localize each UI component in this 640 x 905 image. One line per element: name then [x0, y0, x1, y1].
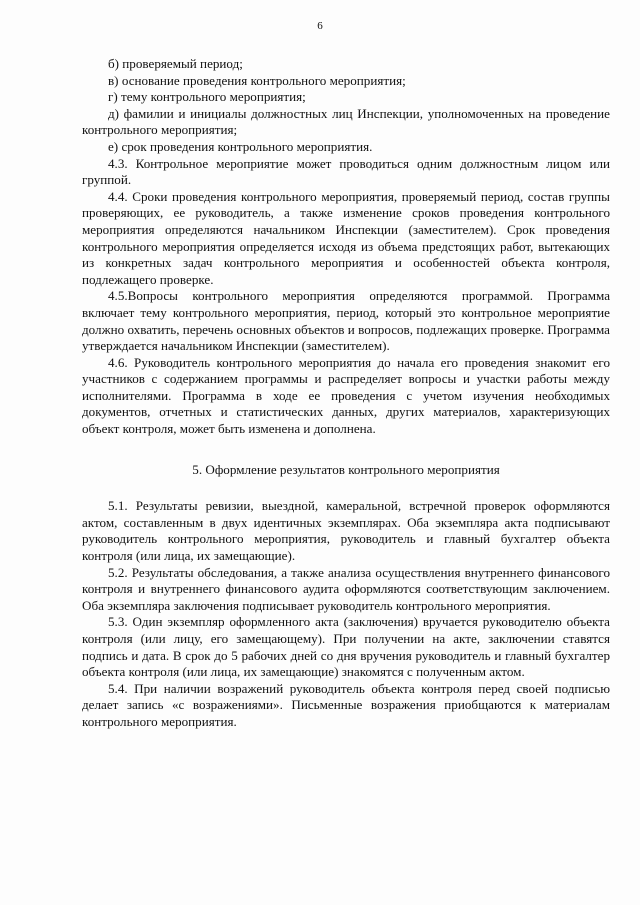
list-item: д) фамилии и инициалы должностных лиц Инспекции, уполномоченных на проведение контрольного мероприятия; — [82, 105, 610, 138]
list-item: в) основание проведения контрольного мероприятия; — [108, 72, 406, 88]
paragraph-4-6: 4.6. Руководитель контрольного мероприятия до начала его проведения знакомит его участников с содержанием программы и распределяет вопросы и участки работы между исполнителями. Программа в ходе ее проведения с учетом изучения необходимых документов, отчетных и статистических данных, других материалов, характеризующих объект контроля, может быть изменена и дополнена. — [82, 354, 610, 437]
document-body — [82, 56, 610, 731]
paragraph-4-3: 4.3. Контрольное мероприятие может проводиться одним должностным лицом или группой. — [82, 155, 610, 188]
list-item: г) тему контрольного мероприятия; — [108, 89, 306, 105]
section-5-paragraphs — [82, 498, 610, 730]
list-item: б) проверяемый период; — [108, 56, 243, 71]
section-heading: 5. Оформление результатов контрольного мероприятия — [192, 461, 500, 477]
paragraph-5-1: 5.1. Результаты ревизии, выездной, камеральной, встречной проверок оформляются актом, составленным в двух идентичных экземплярах. Оба экземпляра акта подписывают руководитель контрольного мероприятия, руководитель и главный бухгалтер объекта контроля (или лица, их замещающие). — [82, 498, 610, 564]
section-4-paragraphs — [82, 156, 610, 438]
paragraph-5-4: 5.4. При наличии возражений руководитель объекта контроля перед своей подписью делает запись «с возражениями». Письменные возражения приобщаются к материалам контрольного мероприятия. — [82, 680, 610, 729]
paragraph-5-3: 5.3. Один экземпляр оформленного акта (заключения) вручается руководителю объекта контроля (или лицу, его замещающему). При получении на акте, заключении ставятся подпись и дата. В срок до 5 рабочих дней со дня вручения руководитель и главный бухгалтер объекта контроля (или лица, их замещающие) знакомятся с полученным актом. — [82, 614, 610, 680]
list-item: е) срок проведения контрольного мероприятия. — [108, 138, 373, 154]
list-section — [82, 56, 610, 156]
page-number: 6 — [317, 20, 323, 32]
paragraph-4-5: 4.5.Вопросы контрольного мероприятия определяются программой. Программа включает тему контрольного мероприятия, период, который это контрольное мероприятие должно охватить, перечень основных объектов и вопросов, подлежащих проверке. Программа утверждается начальником Инспекции (заместителем). — [82, 288, 610, 354]
paragraph-5-2: 5.2. Результаты обследования, а также анализа осуществления внутреннего финансового контроля и внутреннего финансового аудита оформляются соответствующим заключением. Оба экземпляра заключения подписывает руководитель контрольного мероприятия. — [82, 564, 610, 613]
paragraph-4-4: 4.4. Сроки проведения контрольного мероприятия, проверяемый период, состав группы проверяющих, ее руководитель, а также изменение сроков проведения контрольного мероприятия определяются начальником Инспекции (заместителем). Срок проведения контрольного мероприятия определяется исходя из объема предстоящих работ, вытекающих из конкретных задач контрольного мероприятия и особенностей объекта контроля, подлежащего проверке. — [82, 188, 610, 287]
